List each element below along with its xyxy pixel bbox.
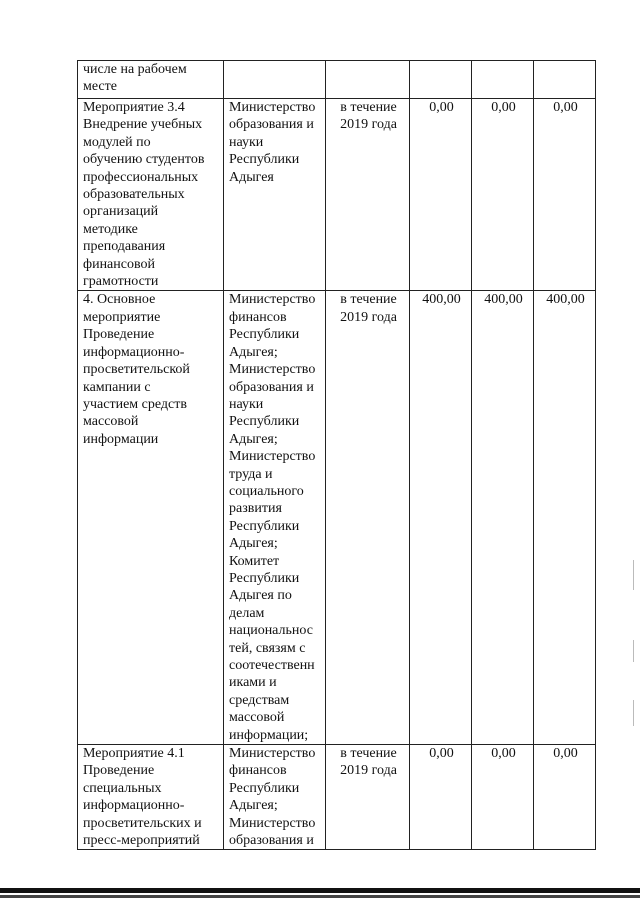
amount-cell-3 (534, 61, 596, 99)
amount-cell-1: 0,00 (410, 99, 472, 291)
scan-border-bar (0, 888, 640, 893)
amount-cell-1: 400,00 (410, 291, 472, 745)
term-cell: в течение 2019 года (326, 99, 410, 291)
executor-cell: Министерство финансов Республики Адыгея; Министерство образования и (224, 745, 326, 850)
scan-edge-mark (633, 560, 634, 590)
term-cell (326, 61, 410, 99)
executor-cell: Министерство финансов Республики Адыгея; Министерство образования и науки Республики Адыгея; Министерство труда и социального развития Республики Адыгея; Комитет Республики Адыгея по делам национальнос тей, связям с соотечественн иками и средствам массовой информации; (224, 291, 326, 745)
amount-cell-2: 400,00 (472, 291, 534, 745)
amount-cell-1 (410, 61, 472, 99)
term-cell: в течение 2019 года (326, 745, 410, 850)
term-cell: в течение 2019 года (326, 291, 410, 745)
activity-name-cell: 4. Основное мероприятие Проведение информационно- просветительской кампании с участием средств массовой информации (78, 291, 224, 745)
amount-cell-3: 0,00 (534, 99, 596, 291)
amount-cell-3: 0,00 (534, 745, 596, 850)
table-row (78, 99, 596, 291)
program-activities-table (77, 60, 596, 850)
executor-cell (224, 61, 326, 99)
amount-cell-2: 0,00 (472, 99, 534, 291)
scan-border-bar (0, 895, 640, 898)
executor-cell: Министерство образования и науки Республики Адыгея (224, 99, 326, 291)
activity-name-cell: Мероприятие 3.4 Внедрение учебных модулей по обучению студентов профессиональных образовательных организаций методике преподавания финансовой грамотности (78, 99, 224, 291)
activity-name-cell: Мероприятие 4.1 Проведение специальных информационно- просветительских и пресс-мероприятий (78, 745, 224, 850)
amount-cell-1: 0,00 (410, 745, 472, 850)
table-row (78, 61, 596, 99)
table-row (78, 291, 596, 745)
amount-cell-3: 400,00 (534, 291, 596, 745)
scan-edge-mark (633, 700, 634, 726)
activity-name-cell: числе на рабочем месте (78, 61, 224, 99)
scan-edge-mark (633, 640, 634, 662)
amount-cell-2 (472, 61, 534, 99)
table-row (78, 745, 596, 850)
amount-cell-2: 0,00 (472, 745, 534, 850)
